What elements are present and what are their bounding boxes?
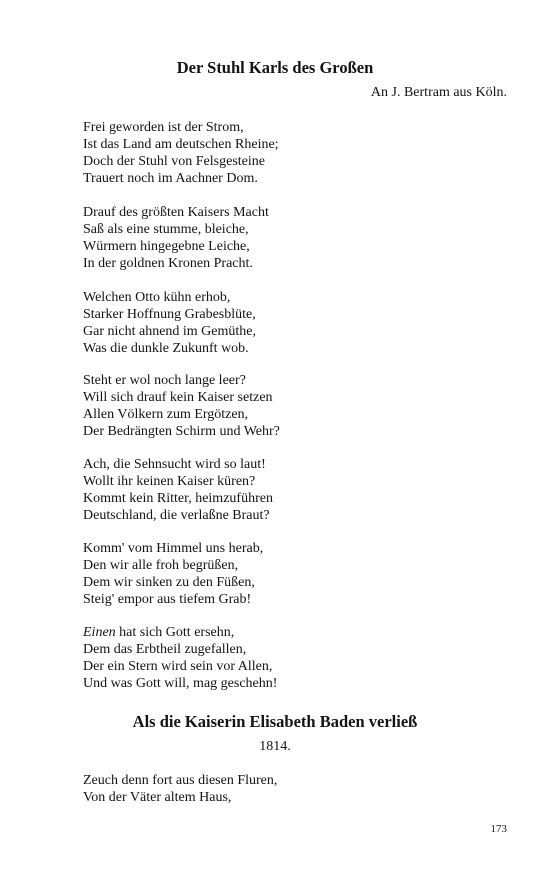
- verse-line: Steht er wol noch lange leer?: [83, 373, 246, 388]
- verse-line: Dem das Erbtheil zugefallen,: [83, 642, 247, 657]
- verse-line-rest: hat sich Gott ersehn,: [115, 625, 235, 640]
- verse-line: Was die dunkle Zukunft wob.: [83, 341, 249, 356]
- verse-line: Zeuch denn fort aus diesen Fluren,: [83, 773, 278, 788]
- verse-line: Den wir alle froh begrüßen,: [83, 558, 239, 573]
- verse-line: Doch der Stuhl von Felsgesteine: [83, 154, 265, 169]
- verse-line: In der goldnen Kronen Pracht.: [83, 256, 253, 271]
- stanza: [83, 204, 503, 272]
- poem-date: 1814.: [259, 739, 291, 754]
- verse-line: Gar nicht ahnend im Gemüthe,: [83, 324, 257, 339]
- verse-line: [83, 624, 503, 641]
- verse-line: Ach, die Sehnsucht wird so laut!: [83, 457, 266, 472]
- verse-line: Steig' empor aus tiefem Grab!: [83, 592, 252, 607]
- stanza: [83, 372, 503, 440]
- stanza: [83, 289, 503, 357]
- verse-line: Würmern hingegebne Leiche,: [83, 239, 250, 254]
- verse-line: Will sich drauf kein Kaiser setzen: [83, 390, 273, 405]
- verse-line: Der ein Stern wird sein vor Allen,: [83, 659, 273, 674]
- verse-line: Saß als eine stumme, bleiche,: [83, 222, 249, 237]
- stanza: [83, 119, 503, 187]
- verse-line: Starker Hoffnung Grabesblüte,: [83, 307, 256, 322]
- poem-dedication: An J. Bertram aus Köln.: [370, 85, 507, 100]
- verse-line: Ist das Land am deutschen Rheine;: [83, 137, 279, 152]
- verse-line: Frei geworden ist der Strom,: [83, 120, 244, 135]
- verse-line: Wollt ihr keinen Kaiser küren?: [83, 474, 256, 489]
- verse-line: Trauert noch im Aachner Dom.: [83, 171, 258, 186]
- emphasized-word: Einen: [83, 625, 116, 640]
- verse-line: Komm' vom Himmel uns herab,: [83, 541, 264, 556]
- page-number: 173: [490, 823, 507, 835]
- stanza: [83, 772, 503, 806]
- stanza: [83, 456, 503, 524]
- verse-line: Dem wir sinken zu den Füßen,: [83, 575, 255, 590]
- stanza: [83, 624, 503, 692]
- verse-line: Kommt kein Ritter, heimzuführen: [83, 491, 273, 506]
- verse-line: Und was Gott will, mag geschehn!: [83, 676, 278, 691]
- verse-line: Welchen Otto kühn erhob,: [83, 290, 231, 305]
- poem-title: Der Stuhl Karls des Großen: [176, 58, 374, 77]
- verse-line: Deutschland, die verlaßne Braut?: [83, 508, 270, 523]
- stanza: [83, 540, 503, 608]
- verse-line: Der Bedrängten Schirm und Wehr?: [83, 424, 280, 439]
- verse-line: Drauf des größten Kaisers Macht: [83, 205, 269, 220]
- verse-line: Allen Völkern zum Ergötzen,: [83, 407, 249, 422]
- verse-line: Von der Väter altem Haus,: [83, 790, 232, 805]
- poem-title: Als die Kaiserin Elisabeth Baden verließ: [132, 712, 418, 731]
